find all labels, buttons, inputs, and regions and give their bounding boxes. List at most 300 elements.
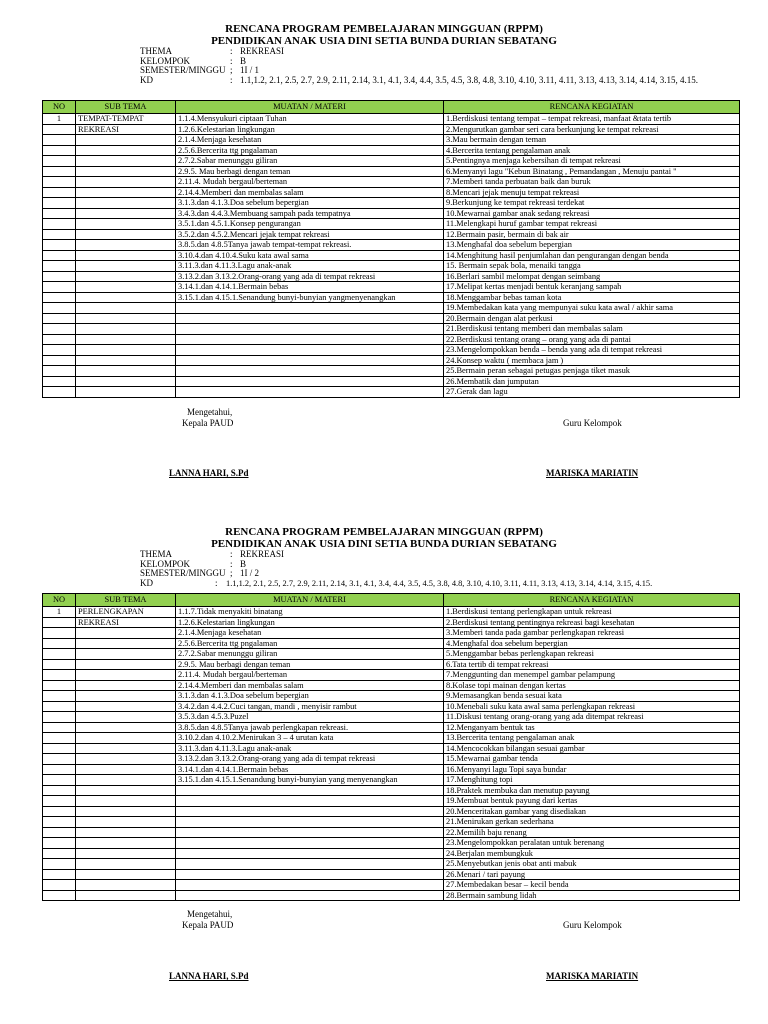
cell-sub-tema: [76, 806, 176, 817]
table-row: [43, 261, 740, 272]
document-title: RENCANA PROGRAM PEMBELAJARAN MINGGUAN (RPPM): [225, 526, 543, 538]
table-row: [43, 124, 740, 135]
cell-sub-tema: [76, 345, 176, 356]
table-row: [43, 691, 740, 702]
cell-kegiatan: 19.Membedakan kata yang mempunyai suku kata awal / akhir sama: [444, 303, 740, 314]
cell-sub-tema: [76, 670, 176, 681]
cell-kegiatan: 14.Mencocokkan bilangan sesuai gambar: [444, 743, 740, 754]
cell-muatan: [176, 806, 444, 817]
guru-kelompok-label: Guru Kelompok: [563, 920, 622, 930]
cell-kegiatan: 10.Menebali suku kata awal sama perlengkapan rekreasi: [444, 701, 740, 712]
cell-muatan: 3.8.5.dan 4.8.5Tanya jawab tempat-tempat rekreasi.: [176, 240, 444, 251]
table-row: [43, 282, 740, 293]
header-kegiatan: RENCANA KEGIATAN: [444, 594, 740, 607]
cell-kegiatan: 28.Bermain sambung lidah: [444, 890, 740, 901]
cell-muatan: 3.10.2.dan 4.10.2.Menirukan 3 – 4 urutan kata: [176, 733, 444, 744]
cell-no: [43, 187, 76, 198]
cell-kegiatan: 23.Mengelompokkan benda – benda yang ada di tempat rekreasi: [444, 345, 740, 356]
kepala-paud-label: Kepala PAUD: [182, 920, 234, 930]
cell-sub-tema: [76, 796, 176, 807]
kelompok-label: KELOMPOK: [140, 55, 191, 66]
header-no: NO: [43, 594, 76, 607]
table-row: [43, 733, 740, 744]
header-sub-tema: SUB TEMA: [76, 101, 176, 114]
kelompok-value: B: [240, 55, 247, 66]
cell-kegiatan: 6.Menyanyi lagu "Kebun Binatang , Pemandangan , Menuju pantai ": [444, 166, 740, 177]
cell-muatan: [176, 859, 444, 870]
cell-no: [43, 680, 76, 691]
cell-no: [43, 722, 76, 733]
cell-kegiatan: 6.Tata tertib di tempat rekreasi: [444, 659, 740, 670]
cell-no: [43, 775, 76, 786]
cell-muatan: 3.15.1.dan 4.15.1.Senandung bunyi-bunyian yangmenyenangkan: [176, 292, 444, 303]
table-row: [43, 817, 740, 828]
cell-sub-tema: [76, 754, 176, 765]
cell-muatan: [176, 880, 444, 891]
cell-no: [43, 271, 76, 282]
cell-kegiatan: 2.Berdiskusi tentang pentingnya rekreasi bagi kesehatan: [444, 617, 740, 628]
cell-sub-tema: [76, 722, 176, 733]
table-row: [43, 754, 740, 765]
cell-muatan: [176, 387, 444, 398]
cell-kegiatan: 23.Mengelompokkan peralatan untuk berenang: [444, 838, 740, 849]
kd-colon: :: [215, 577, 218, 588]
table-row: [43, 880, 740, 891]
cell-kegiatan: 9.Memasangkan benda sesuai kata: [444, 691, 740, 702]
table-body: [43, 114, 740, 398]
cell-muatan: [176, 324, 444, 335]
kelompok-value: B: [240, 558, 247, 569]
thema-value: REKREASI: [240, 549, 285, 559]
table-row: [43, 219, 740, 230]
cell-muatan: 1.2.6.Kelestarian lingkungan: [176, 617, 444, 628]
cell-muatan: 3.14.1.dan 4.14.1.Bermain bebas: [176, 282, 444, 293]
cell-kegiatan: 25.Bermain peran sebagai petugas penjaga tiket masuk: [444, 366, 740, 377]
cell-no: [43, 890, 76, 901]
semester-colon: ;: [230, 65, 233, 76]
table-row: [43, 775, 740, 786]
cell-kegiatan: 18.Praktek membuka dan menutup payung: [444, 785, 740, 796]
table-row: [43, 229, 740, 240]
cell-muatan: [176, 334, 444, 345]
cell-no: [43, 177, 76, 188]
cell-sub-tema: [76, 691, 176, 702]
table-row: [43, 859, 740, 870]
cell-muatan: [176, 796, 444, 807]
cell-muatan: 2.14.4.Memberi dan membalas salam: [176, 187, 444, 198]
cell-no: [43, 376, 76, 387]
cell-no: [43, 806, 76, 817]
signature-kepala: LANNA HARI, S.Pd: [169, 468, 249, 478]
cell-no: [43, 628, 76, 639]
cell-muatan: 3.14.1.dan 4.14.1.Bermain bebas: [176, 764, 444, 775]
table-row: [43, 114, 740, 125]
kelompok-colon: :: [230, 558, 233, 569]
cell-sub-tema: [76, 208, 176, 219]
cell-sub-tema: [76, 838, 176, 849]
cell-sub-tema: [76, 229, 176, 240]
cell-muatan: [176, 366, 444, 377]
cell-sub-tema: [76, 240, 176, 251]
cell-no: [43, 617, 76, 628]
cell-kegiatan: 17.Melipat kertas menjadi bentuk keranjang sampah: [444, 282, 740, 293]
cell-kegiatan: 21.Berdiskusi tentang memberi dan membalas salam: [444, 324, 740, 335]
cell-sub-tema: [76, 366, 176, 377]
cell-sub-tema: [76, 187, 176, 198]
cell-no: [43, 334, 76, 345]
cell-sub-tema: [76, 785, 176, 796]
table-row: [43, 628, 740, 639]
cell-no: [43, 712, 76, 723]
guru-kelompok-label: Guru Kelompok: [563, 418, 622, 428]
table-row: [43, 271, 740, 282]
table-header-row: [43, 594, 740, 607]
table-row: [43, 764, 740, 775]
cell-muatan: 2.1.4.Menjaga kesehatan: [176, 628, 444, 639]
kelompok-colon: :: [230, 55, 233, 66]
cell-kegiatan: 8.Kolase topi mainan dengan kertas: [444, 680, 740, 691]
cell-no: [43, 838, 76, 849]
cell-muatan: 2.9.5. Mau berbagi dengan teman: [176, 659, 444, 670]
cell-muatan: 2.11.4. Mudah bergaul/berteman: [176, 177, 444, 188]
cell-muatan: 3.5.2.dan 4.5.2.Mencari jejak tempat rekreasi: [176, 229, 444, 240]
table-row: [43, 145, 740, 156]
header-muatan: MUATAN / MATERI: [176, 101, 444, 114]
cell-kegiatan: 16.Menyanyi lagu Topi saya bundar: [444, 764, 740, 775]
cell-no: [43, 345, 76, 356]
cell-sub-tema: [76, 869, 176, 880]
thema-colon: :: [230, 549, 233, 559]
cell-kegiatan: 2.Mengurutkan gambar seri cara berkunjung ke tempat rekreasi: [444, 124, 740, 135]
cell-kegiatan: 22.Berdiskusi tentang orang – orang yang ada di pantai: [444, 334, 740, 345]
cell-no: [43, 124, 76, 135]
cell-muatan: 3.11.3.dan 4.11.3.Lagu anak-anak: [176, 261, 444, 272]
table-row: [43, 607, 740, 618]
table-header-row: [43, 101, 740, 114]
cell-sub-tema: [76, 145, 176, 156]
cell-kegiatan: 17.Menghitung topi: [444, 775, 740, 786]
cell-kegiatan: 12.Bermain pasir, bermain di bak air: [444, 229, 740, 240]
cell-no: [43, 387, 76, 398]
cell-sub-tema: [76, 250, 176, 261]
cell-no: [43, 145, 76, 156]
cell-no: [43, 366, 76, 377]
thema-colon: :: [230, 46, 233, 56]
rppm-table: [42, 593, 740, 901]
table-row: [43, 334, 740, 345]
table-row: [43, 303, 740, 314]
cell-no: [43, 219, 76, 230]
table-row: [43, 187, 740, 198]
cell-kegiatan: 5.Menggambar bebas perlengkapan rekreasi: [444, 649, 740, 660]
school-name: PENDIDIKAN ANAK USIA DINI SETIA BUNDA DURIAN SEBATANG: [211, 538, 557, 550]
cell-no: [43, 313, 76, 324]
table-row: [43, 366, 740, 377]
cell-sub-tema: [76, 292, 176, 303]
acknowledgement: [187, 407, 232, 418]
cell-no: [43, 261, 76, 272]
cell-sub-tema: REKREASI: [76, 617, 176, 628]
cell-kegiatan: 7.Memberi tanda perbuatan baik dan buruk: [444, 177, 740, 188]
table-row: [43, 701, 740, 712]
table-row: [43, 743, 740, 754]
cell-muatan: [176, 355, 444, 366]
cell-no: [43, 240, 76, 251]
cell-muatan: 3.11.3.dan 4.11.3.Lagu anak-anak: [176, 743, 444, 754]
table-row: [43, 156, 740, 167]
cell-kegiatan: 24.Berjalan membungkuk: [444, 848, 740, 859]
cell-no: [43, 208, 76, 219]
table-row: [43, 827, 740, 838]
cell-kegiatan: 15. Bermain sepak bola, menaiki tangga: [444, 261, 740, 272]
cell-no: [43, 292, 76, 303]
table-row: [43, 617, 740, 628]
cell-kegiatan: 20.Menceritakan gambar yang disediakan: [444, 806, 740, 817]
cell-no: [43, 859, 76, 870]
table-row: [43, 324, 740, 335]
cell-sub-tema: [76, 261, 176, 272]
cell-kegiatan: 4.Bercerita tentang pengalaman anak: [444, 145, 740, 156]
table-row: [43, 890, 740, 901]
cell-kegiatan: 20.Bermain dengan alat perkusi: [444, 313, 740, 324]
cell-sub-tema: [76, 712, 176, 723]
cell-no: [43, 250, 76, 261]
header-no: NO: [43, 101, 76, 114]
mengetahui-label: Mengetahui,: [187, 407, 233, 417]
cell-muatan: 3.1.3.dan 4.1.3.Doa sebelum bepergian: [176, 198, 444, 209]
cell-sub-tema: [76, 282, 176, 293]
semester-value: 1I / 2: [240, 568, 259, 579]
table-row: [43, 135, 740, 146]
kd-label: KD: [140, 577, 153, 588]
table-row: [43, 292, 740, 303]
cell-muatan: 1.2.6.Kelestarian lingkungan: [176, 124, 444, 135]
table-row: [43, 387, 740, 398]
cell-muatan: 3.1.3.dan 4.1.3.Doa sebelum bepergian: [176, 691, 444, 702]
cell-muatan: 3.13.2.dan 3.13.2.Orang-orang yang ada di tempat rekreasi: [176, 271, 444, 282]
cell-muatan: 2.9.5. Mau berbagi dengan teman: [176, 166, 444, 177]
cell-kegiatan: 11.Diskusi tentang orang-orang yang ada ditempat rekreasi: [444, 712, 740, 723]
table-row: [43, 659, 740, 670]
header-kegiatan: RENCANA KEGIATAN: [444, 101, 740, 114]
cell-sub-tema: TEMPAT-TEMPAT: [76, 114, 176, 125]
cell-muatan: [176, 313, 444, 324]
semester-label: SEMESTER/MINGGU: [140, 568, 226, 579]
signature-guru: MARISKA MARIATIN: [546, 971, 639, 981]
cell-sub-tema: [76, 219, 176, 230]
kd-label: KD: [140, 74, 153, 85]
cell-no: [43, 324, 76, 335]
cell-kegiatan: 3.Mau bermain dengan teman: [444, 135, 740, 146]
semester-value: 1I / 1: [240, 65, 259, 76]
cell-sub-tema: [76, 764, 176, 775]
cell-no: [43, 156, 76, 167]
cell-kegiatan: 27.Gerak dan lagu: [444, 387, 740, 398]
cell-no: [43, 827, 76, 838]
cell-kegiatan: 14.Menghitung hasil penjumlahan dan pengurangan dengan benda: [444, 250, 740, 261]
cell-no: [43, 817, 76, 828]
cell-sub-tema: [76, 775, 176, 786]
kd-value: 1.1,1.2, 2.1, 2.5, 2.7, 2.9, 2.11, 2.14, 3.1, 4.1, 3.4, 4.4, 3.5, 4.5, 3.8, 4.8, 3.10, 4.10, 3.11, 4.11, 3.13, 4.13, 3.14, 4.14, 3.15, 4.15.: [240, 74, 698, 85]
cell-sub-tema: [76, 376, 176, 387]
cell-kegiatan: 13.Menghafal doa sebelum bepergian: [444, 240, 740, 251]
cell-muatan: [176, 869, 444, 880]
cell-kegiatan: 15.Mewarnai gambar tenda: [444, 754, 740, 765]
cell-muatan: 2.7.2.Sabar menunggu giliran: [176, 649, 444, 660]
cell-no: [43, 229, 76, 240]
rppm-table: [42, 100, 740, 398]
table-row: [43, 722, 740, 733]
cell-no: [43, 198, 76, 209]
cell-no: [43, 733, 76, 744]
table-row: [43, 649, 740, 660]
cell-kegiatan: 16.Berlari sambil melompat dengan seimbang: [444, 271, 740, 282]
cell-no: [43, 880, 76, 891]
cell-no: 1: [43, 607, 76, 618]
cell-no: [43, 785, 76, 796]
cell-sub-tema: [76, 334, 176, 345]
cell-sub-tema: [76, 177, 176, 188]
cell-muatan: 3.10.4.dan 4.10.4.Suku kata awal sama: [176, 250, 444, 261]
cell-sub-tema: [76, 733, 176, 744]
table-body: [43, 607, 740, 901]
cell-muatan: 2.5.6.Bercerita ttg pngalaman: [176, 145, 444, 156]
cell-sub-tema: [76, 628, 176, 639]
semester-label: SEMESTER/MINGGU: [140, 65, 226, 76]
cell-muatan: [176, 848, 444, 859]
cell-muatan: 2.1.4.Menjaga kesehatan: [176, 135, 444, 146]
cell-sub-tema: [76, 701, 176, 712]
document-title: RENCANA PROGRAM PEMBELAJARAN MINGGUAN (RPPM): [225, 23, 543, 35]
cell-muatan: [176, 303, 444, 314]
cell-kegiatan: 19.Membuat bentuk payung dari kertas: [444, 796, 740, 807]
cell-no: 1: [43, 114, 76, 125]
cell-kegiatan: 4.Menghafal doa sebelum bepergian: [444, 638, 740, 649]
cell-sub-tema: [76, 680, 176, 691]
table-row: [43, 796, 740, 807]
cell-no: [43, 701, 76, 712]
kd-value: 1.1,1.2, 2.1, 2.5, 2.7, 2.9, 2.11, 2.14, 3.1, 4.1, 3.4, 4.4, 3.5, 4.5, 3.8, 4.8, 3.10, 4.10, 3.11, 4.11, 3.13, 4.13, 3.14, 4.14, 3.15, 4.15.: [226, 578, 653, 588]
cell-kegiatan: 8.Mencari jejak menuju tempat rekreasi: [444, 187, 740, 198]
cell-sub-tema: [76, 817, 176, 828]
cell-no: [43, 659, 76, 670]
cell-no: [43, 649, 76, 660]
cell-muatan: [176, 817, 444, 828]
table-row: [43, 869, 740, 880]
cell-kegiatan: 7.Menggunting dan menempel gambar pelampung: [444, 670, 740, 681]
cell-sub-tema: [76, 166, 176, 177]
table-row: [43, 166, 740, 177]
thema-value: REKREASI: [240, 46, 285, 56]
cell-no: [43, 166, 76, 177]
cell-sub-tema: [76, 743, 176, 754]
cell-kegiatan: 13.Bercerita tentang pengalaman anak: [444, 733, 740, 744]
signature-guru: MARISKA MARIATIN: [546, 468, 639, 478]
cell-kegiatan: 21.Menirukan gerkan sederhana: [444, 817, 740, 828]
cell-sub-tema: [76, 303, 176, 314]
header-muatan: MUATAN / MATERI: [176, 594, 444, 607]
cell-no: [43, 282, 76, 293]
cell-no: [43, 303, 76, 314]
cell-kegiatan: 26.Menari / tari payung: [444, 869, 740, 880]
cell-muatan: 1.1.7.Tidak menyakiti binatang: [176, 607, 444, 618]
cell-no: [43, 743, 76, 754]
cell-muatan: [176, 827, 444, 838]
cell-muatan: 3.5.1.dan 4.5.1.Konsep pengurangan: [176, 219, 444, 230]
cell-sub-tema: [76, 859, 176, 870]
cell-kegiatan: 22.Memilih baju renang: [444, 827, 740, 838]
cell-no: [43, 796, 76, 807]
cell-muatan: 1.1.4.Mensyukuri ciptaan Tuhan: [176, 114, 444, 125]
cell-muatan: 3.5.3.dan 4.5.3.Puzel: [176, 712, 444, 723]
table-row: [43, 680, 740, 691]
cell-kegiatan: 25.Menyebutkan jenis obat anti mabuk: [444, 859, 740, 870]
cell-kegiatan: 1.Berdiskusi tentang tempat – tempat rekreasi, manfaat &tata tertib: [444, 114, 740, 125]
table-row: [43, 355, 740, 366]
cell-sub-tema: [76, 135, 176, 146]
semester-colon: ;: [230, 568, 233, 579]
table-row: [43, 670, 740, 681]
cell-sub-tema: [76, 355, 176, 366]
table-row: [43, 785, 740, 796]
cell-kegiatan: 10.Mewarnai gambar anak sedang rekreasi: [444, 208, 740, 219]
cell-kegiatan: 12.Menganyam bentuk tas: [444, 722, 740, 733]
cell-no: [43, 638, 76, 649]
table-row: [43, 848, 740, 859]
cell-kegiatan: 5.Pentingnya menjaga kebersihan di tempat rekreasi: [444, 156, 740, 167]
cell-muatan: [176, 838, 444, 849]
table-row: [43, 376, 740, 387]
cell-kegiatan: 24.Konsep waktu ( membaca jam ): [444, 355, 740, 366]
cell-muatan: 3.15.1.dan 4.15.1.Senandung bunyi-bunyian yang menyenangkan: [176, 775, 444, 786]
thema-label: THEMA: [140, 549, 172, 559]
cell-sub-tema: [76, 638, 176, 649]
cell-muatan: 2.11.4. Mudah bergaul/berteman: [176, 670, 444, 681]
cell-kegiatan: 3.Memberi tanda pada gambar perlengkapan rekreasi: [444, 628, 740, 639]
signature-kepala: LANNA HARI, S.Pd: [169, 971, 249, 981]
cell-kegiatan: 1.Berdiskusi tentang perlengkapan untuk rekreasi: [444, 607, 740, 618]
cell-muatan: 2.14.4.Memberi dan membalas salam: [176, 680, 444, 691]
cell-no: [43, 869, 76, 880]
cell-sub-tema: [76, 827, 176, 838]
cell-sub-tema: [76, 198, 176, 209]
cell-sub-tema: [76, 313, 176, 324]
cell-muatan: 3.4.2.dan 4.4.2.Cuci tangan, mandi , menyisir rambut: [176, 701, 444, 712]
table-row: [43, 638, 740, 649]
cell-sub-tema: [76, 156, 176, 167]
table-row: [43, 345, 740, 356]
table-row: [43, 240, 740, 251]
cell-kegiatan: 18.Menggambar bebas taman kota: [444, 292, 740, 303]
cell-no: [43, 754, 76, 765]
cell-kegiatan: 26.Membatik dan jumputan: [444, 376, 740, 387]
cell-sub-tema: REKREASI: [76, 124, 176, 135]
cell-muatan: [176, 785, 444, 796]
mengetahui-label: Mengetahui,: [187, 909, 233, 919]
table-row: [43, 198, 740, 209]
cell-kegiatan: 11.Melengkapi huruf gambar tempat rekreasi: [444, 219, 740, 230]
table-row: [43, 838, 740, 849]
cell-no: [43, 764, 76, 775]
cell-no: [43, 355, 76, 366]
table-row: [43, 250, 740, 261]
cell-muatan: 3.8.5.dan 4.8.5Tanya jawab perlengkapan rekreasi.: [176, 722, 444, 733]
cell-sub-tema: PERLENGKAPAN: [76, 607, 176, 618]
cell-no: [43, 135, 76, 146]
thema-label: THEMA: [140, 46, 172, 56]
cell-sub-tema: [76, 324, 176, 335]
table-row: [43, 208, 740, 219]
